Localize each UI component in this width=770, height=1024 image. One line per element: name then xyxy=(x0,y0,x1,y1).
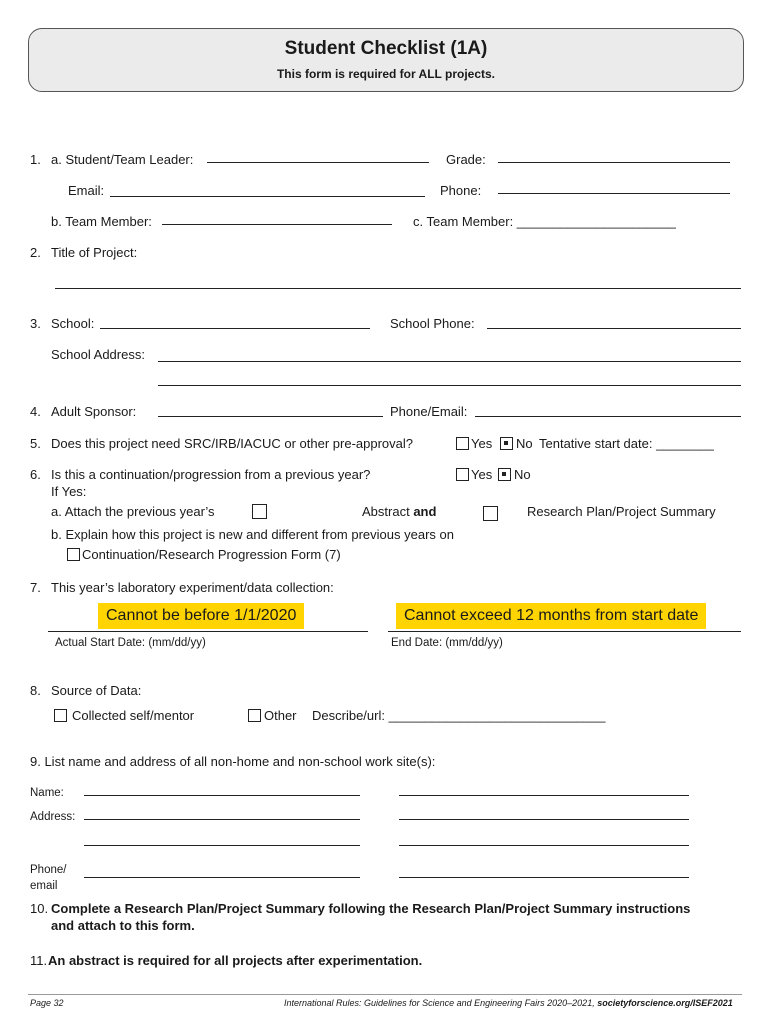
pre-approval-no-label: No xyxy=(516,436,533,451)
project-title-label: Title of Project: xyxy=(51,245,138,260)
site-address-field-1[interactable] xyxy=(84,819,360,820)
site-address-field-2[interactable] xyxy=(399,819,689,820)
page-number: Page 32 xyxy=(30,998,64,1008)
team-member-b-label: b. Team Member: xyxy=(51,214,152,229)
adult-sponsor-field[interactable] xyxy=(158,416,383,417)
research-plan-instruction-2: and attach to this form. xyxy=(51,918,195,933)
collected-self-checkbox[interactable] xyxy=(54,709,67,722)
experiment-dates-label: This year’s laboratory experiment/data collection: xyxy=(51,580,334,595)
site-address-field-4[interactable] xyxy=(399,845,689,846)
school-phone-field[interactable] xyxy=(487,328,741,329)
footer-url[interactable]: societyforscience.org/ISEF2021 xyxy=(597,998,733,1008)
site-phone-label: Phone/ xyxy=(30,864,67,876)
student-leader-field[interactable] xyxy=(207,162,429,163)
research-plan-label: Research Plan/Project Summary xyxy=(527,504,716,519)
continuation-question: Is this a continuation/progression from a previous year? xyxy=(51,467,371,482)
end-date-field[interactable] xyxy=(388,631,741,632)
site-name-label: Name: xyxy=(30,787,64,799)
sponsor-phone-email-field[interactable] xyxy=(475,416,741,417)
other-source-checkbox[interactable] xyxy=(248,709,261,722)
school-field[interactable] xyxy=(100,328,370,329)
q10-number: 10. xyxy=(30,901,49,916)
continuation-yes-checkbox[interactable] xyxy=(456,468,469,481)
email-label: Email: xyxy=(68,183,105,198)
q3-number: 3. xyxy=(30,316,41,331)
email-field[interactable] xyxy=(110,196,425,197)
site-phone-field-2[interactable] xyxy=(399,877,689,878)
q5-number: 5. xyxy=(30,436,41,451)
site-phone-field-1[interactable] xyxy=(84,877,360,878)
footer-rules xyxy=(284,998,733,1008)
explain-label: b. Explain how this project is new and different from previous years on xyxy=(51,527,454,542)
q7-number: 7. xyxy=(30,580,41,595)
site-address-field-3[interactable] xyxy=(84,845,360,846)
q1-number: 1. xyxy=(30,152,41,167)
data-source-label: Source of Data: xyxy=(51,683,142,698)
phone-field[interactable] xyxy=(498,193,730,194)
site-name-field-1[interactable] xyxy=(84,795,360,796)
phone-label: Phone: xyxy=(440,183,482,198)
collected-self-label: Collected self/mentor xyxy=(72,708,195,723)
if-yes-label: If Yes: xyxy=(51,484,87,499)
pre-approval-yes-label: Yes xyxy=(471,436,493,451)
continuation-form-label: Continuation/Research Progression Form (7) xyxy=(82,547,341,562)
team-member-c-label: c. Team Member: ______________________ xyxy=(413,214,676,229)
describe-url-field[interactable]: Describe/url: ______________________________ xyxy=(312,708,606,723)
site-address-label: Address: xyxy=(30,811,76,823)
q2-number: 2. xyxy=(30,245,41,260)
student-leader-label: a. Student/Team Leader: xyxy=(51,152,194,167)
q11-number: 11. xyxy=(30,953,48,968)
footer-divider xyxy=(28,994,742,995)
form-header xyxy=(28,28,744,92)
continuation-form-checkbox[interactable] xyxy=(67,548,80,561)
pre-approval-no-checkbox[interactable] xyxy=(500,437,513,450)
other-source-label: Other xyxy=(264,708,297,723)
abstract-label: Abstract xyxy=(362,504,410,519)
end-date-note: Cannot exceed 12 months from start date xyxy=(396,603,706,629)
and-label: and xyxy=(413,504,437,519)
team-member-b-field[interactable] xyxy=(162,224,392,225)
school-phone-label: School Phone: xyxy=(390,316,475,331)
grade-label: Grade: xyxy=(446,152,486,167)
site-email-label: email xyxy=(30,880,58,892)
continuation-yes-label: Yes xyxy=(471,467,493,482)
q8-number: 8. xyxy=(30,683,41,698)
tentative-start-date: Tentative start date: ________ xyxy=(539,436,714,451)
grade-field[interactable] xyxy=(498,162,730,163)
end-date-label: End Date: (mm/dd/yy) xyxy=(391,637,503,649)
adult-sponsor-label: Adult Sponsor: xyxy=(51,404,137,419)
school-address-label: School Address: xyxy=(51,347,145,362)
start-date-field[interactable] xyxy=(48,631,368,632)
form-subtitle: This form is required for ALL projects. xyxy=(276,67,496,81)
footer-rules-text: International Rules: Guidelines for Science and Engineering Fairs 2020–2021, xyxy=(284,998,595,1008)
form-title: Student Checklist (1A) xyxy=(284,38,488,59)
q6-number: 6. xyxy=(30,467,41,482)
continuation-no-checkbox[interactable] xyxy=(498,468,511,481)
school-address-field-2[interactable] xyxy=(158,385,741,386)
pre-approval-yes-checkbox[interactable] xyxy=(456,437,469,450)
start-date-note: Cannot be before 1/1/2020 xyxy=(98,603,304,629)
research-plan-instruction-1: Complete a Research Plan/Project Summary following the Research Plan/Project Summary instructions xyxy=(51,901,691,916)
attach-previous-label: a. Attach the previous year’s xyxy=(51,504,215,519)
abstract-checkbox[interactable] xyxy=(252,504,267,519)
research-plan-checkbox[interactable] xyxy=(483,506,498,521)
project-title-field[interactable] xyxy=(55,288,741,289)
abstract-requirement: An abstract is required for all projects after experimentation. xyxy=(48,953,423,968)
pre-approval-question: Does this project need SRC/IRB/IACUC or other pre-approval? xyxy=(51,436,413,451)
abstract-and-label xyxy=(362,504,436,519)
start-date-label: Actual Start Date: (mm/dd/yy) xyxy=(55,637,206,649)
school-label: School: xyxy=(51,316,95,331)
continuation-no-label: No xyxy=(514,467,531,482)
site-name-field-2[interactable] xyxy=(399,795,689,796)
work-sites-label: 9. List name and address of all non-home and non-school work site(s): xyxy=(30,754,436,769)
sponsor-phone-email-label: Phone/Email: xyxy=(390,404,468,419)
q4-number: 4. xyxy=(30,404,41,419)
school-address-field-1[interactable] xyxy=(158,361,741,362)
